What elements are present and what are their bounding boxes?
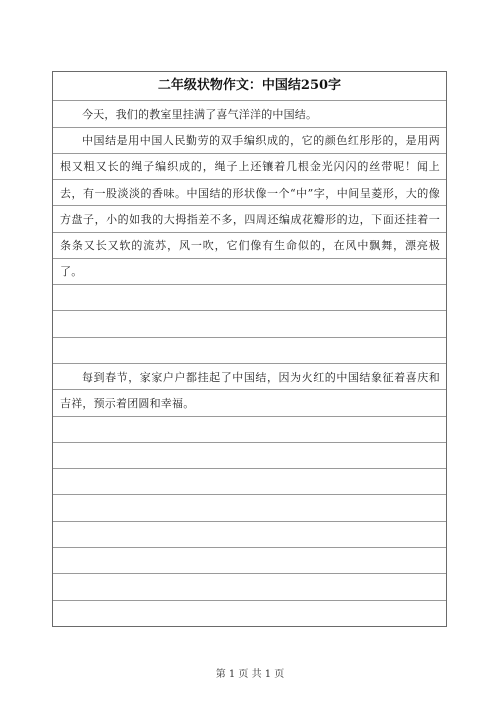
rule-line [53,521,446,522]
rule-line [53,468,446,469]
paragraph: 中国结是用中国人民勤劳的双手编织成的，它的颜色红彤彤的，是用两根又粗又长的绳子编织成的，绳子上还镶着几根金光闪闪的丝带呢！闻上去，有一股淡淡的香味。中国结的形状像一个“中”字，中间呈菱形，大的像方盘子，小的如我的大拇指差不多，四周还编成花瓣形的边，下面还挂着一条条又长又软的流苏，风一吹，它们像有生命似的，在风中飘舞，漂亮极了。 [60,134,440,279]
rule-line [53,573,446,574]
paragraph: 今天，我们的教室里挂满了喜气洋洋的中国结。 [82,108,318,121]
rule-line [53,600,446,601]
rule-line [53,310,446,311]
rule-line [53,363,446,364]
rule-line [53,547,446,548]
page-footer: 第 1 页 共 1 页 [215,669,285,680]
rule-line [53,494,446,495]
rule-line [53,100,446,101]
rule-line [53,337,446,338]
paragraph: 每到春节，家家户户都挂起了中国结，因为火红的中国结象征着喜庆和吉祥，预示着团圆和幸福。 [60,371,440,411]
document-title: 二年级状物作文：中国结250字 [157,78,342,93]
lined-paper [52,71,447,627]
rule-line [53,442,446,443]
